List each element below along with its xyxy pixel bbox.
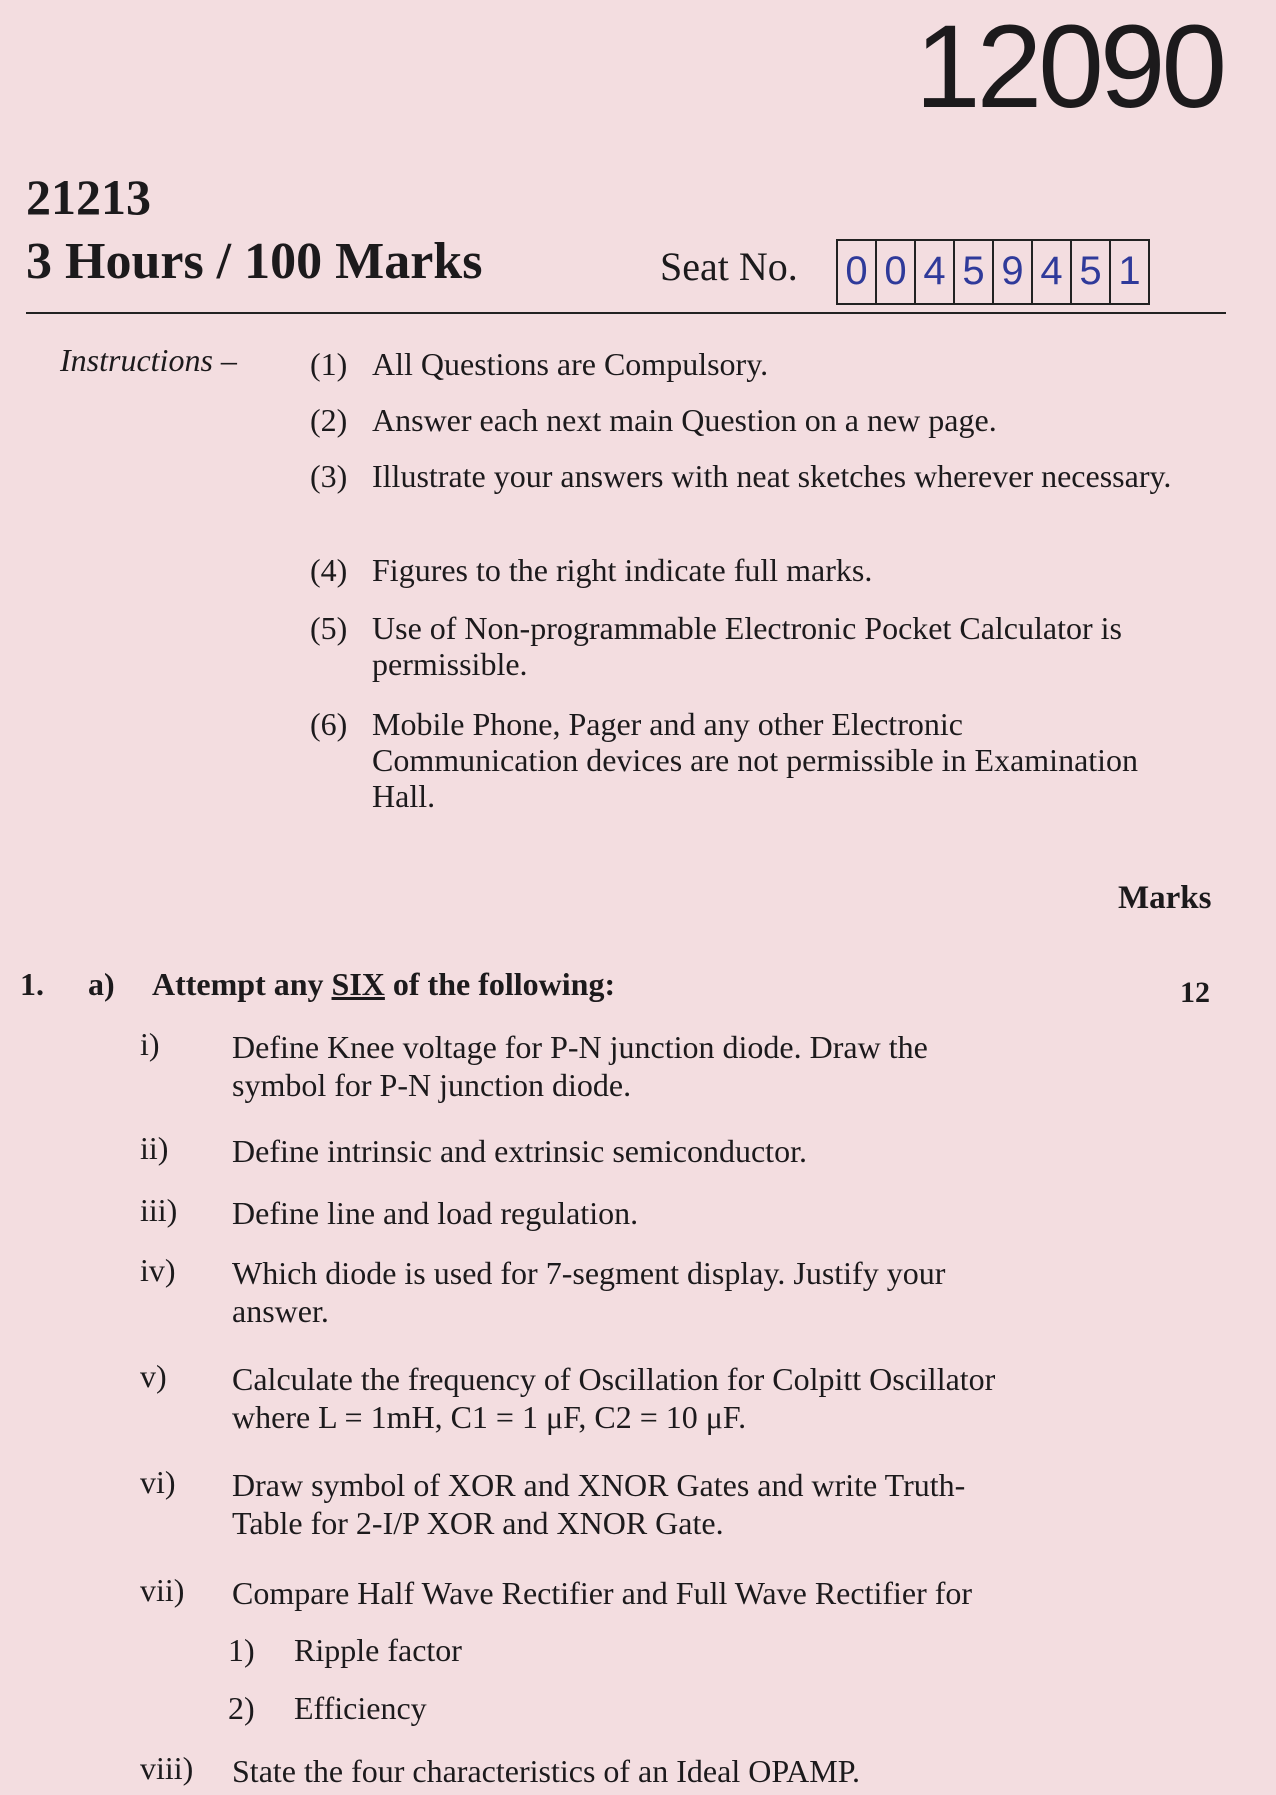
item-line: where L = 1mH, C1 = 1 μF, C2 = 10 μF. bbox=[232, 1399, 747, 1435]
instruction-item bbox=[310, 706, 1142, 814]
seat-digit: 1 bbox=[1118, 249, 1141, 293]
compare-point-text: Ripple factor bbox=[294, 1632, 462, 1668]
item-line: Compare Half Wave Rectifier and Full Wave Rectifier for bbox=[232, 1575, 973, 1611]
instruction-item bbox=[310, 610, 1142, 682]
item-text bbox=[232, 1028, 928, 1104]
instruction-item bbox=[310, 346, 1172, 382]
seat-digit: 5 bbox=[955, 241, 994, 303]
instruction-item bbox=[310, 402, 1172, 438]
question-title-emphasis: SIX bbox=[331, 966, 385, 1002]
item-line: Draw symbol of XOR and XNOR Gates and write Truth- bbox=[232, 1467, 966, 1503]
item-line: Define intrinsic and extrinsic semiconductor. bbox=[232, 1133, 807, 1169]
item-line: Which diode is used for 7-segment display. Justify your bbox=[232, 1255, 946, 1291]
item-number: viii) bbox=[140, 1750, 194, 1786]
item-number: v) bbox=[140, 1358, 167, 1394]
item-text bbox=[232, 1752, 860, 1790]
item-line: State the four characteristics of an Ideal OPAMP. bbox=[232, 1753, 860, 1789]
instruction-text: Figures to the right indicate full marks. bbox=[372, 552, 873, 588]
question-title bbox=[152, 966, 615, 1003]
instruction-number: (3) bbox=[310, 458, 348, 494]
item-text bbox=[232, 1194, 638, 1232]
item-line: Calculate the frequency of Oscillation for Colpitt Oscillator bbox=[232, 1361, 996, 1397]
instruction-text: Illustrate your answers with neat sketches wherever necessary. bbox=[372, 458, 1172, 494]
item-number: ii) bbox=[140, 1130, 169, 1166]
instruction-text: Use of Non-programmable Electronic Pocket Calculator is permissible. bbox=[372, 610, 1122, 682]
item-number: iii) bbox=[140, 1192, 178, 1228]
instruction-item bbox=[310, 552, 1172, 588]
question-number: 1. bbox=[20, 966, 44, 1002]
item-line: symbol for P-N junction diode. bbox=[232, 1067, 632, 1103]
question-subpart: a) bbox=[88, 966, 115, 1002]
question-title-pre: Attempt any bbox=[152, 966, 332, 1002]
header-divider bbox=[26, 312, 1226, 314]
seat-digit: 0 bbox=[877, 241, 916, 303]
instruction-number: (2) bbox=[310, 402, 348, 438]
item-text bbox=[232, 1466, 965, 1542]
seat-digit: 4 bbox=[916, 241, 955, 303]
instruction-text: Mobile Phone, Pager and any other Electronic Communication devices are not permissible in Examination Hall. bbox=[372, 706, 1139, 814]
compare-point-number: 2) bbox=[228, 1690, 255, 1726]
seat-digit: 9 bbox=[994, 241, 1033, 303]
seat-digit: 5 bbox=[1072, 241, 1111, 303]
instruction-number: (6) bbox=[310, 706, 348, 742]
paper-code: 12090 bbox=[915, 1, 1224, 133]
item-text bbox=[232, 1574, 972, 1612]
item-number: iv) bbox=[140, 1252, 176, 1288]
instruction-item bbox=[310, 458, 1172, 494]
item-text bbox=[232, 1360, 995, 1436]
instruction-number: (1) bbox=[310, 346, 348, 382]
item-text bbox=[232, 1254, 945, 1330]
compare-point-number: 1) bbox=[228, 1632, 255, 1668]
question-marks: 12 bbox=[1180, 976, 1210, 1009]
subject-code: 21213 bbox=[26, 169, 151, 225]
item-number: vii) bbox=[140, 1572, 185, 1608]
item-number: vi) bbox=[140, 1464, 176, 1500]
item-line: answer. bbox=[232, 1293, 329, 1329]
seat-digit: 0 bbox=[838, 241, 877, 303]
marks-heading: Marks bbox=[1118, 880, 1212, 916]
seat-number-boxes bbox=[836, 239, 1150, 305]
compare-point-text: Efficiency bbox=[294, 1690, 427, 1726]
instruction-number: (5) bbox=[310, 610, 348, 646]
instruction-number: (4) bbox=[310, 552, 348, 588]
item-line: Define line and load regulation. bbox=[232, 1195, 639, 1231]
seat-label: Seat No. bbox=[660, 244, 798, 289]
instructions-label: Instructions – bbox=[60, 342, 237, 378]
item-line: Define Knee voltage for P-N junction diode. Draw the bbox=[232, 1029, 928, 1065]
duration-marks: 3 Hours / 100 Marks bbox=[26, 233, 483, 290]
question-title-post: of the following: bbox=[384, 966, 616, 1002]
item-number: i) bbox=[140, 1026, 160, 1062]
instruction-text: Answer each next main Question on a new page. bbox=[372, 402, 997, 438]
item-line: Table for 2-I/P XOR and XNOR Gate. bbox=[232, 1505, 724, 1541]
item-text bbox=[232, 1132, 807, 1170]
instruction-text: All Questions are Compulsory. bbox=[372, 346, 769, 382]
seat-digit: 4 bbox=[1033, 241, 1072, 303]
